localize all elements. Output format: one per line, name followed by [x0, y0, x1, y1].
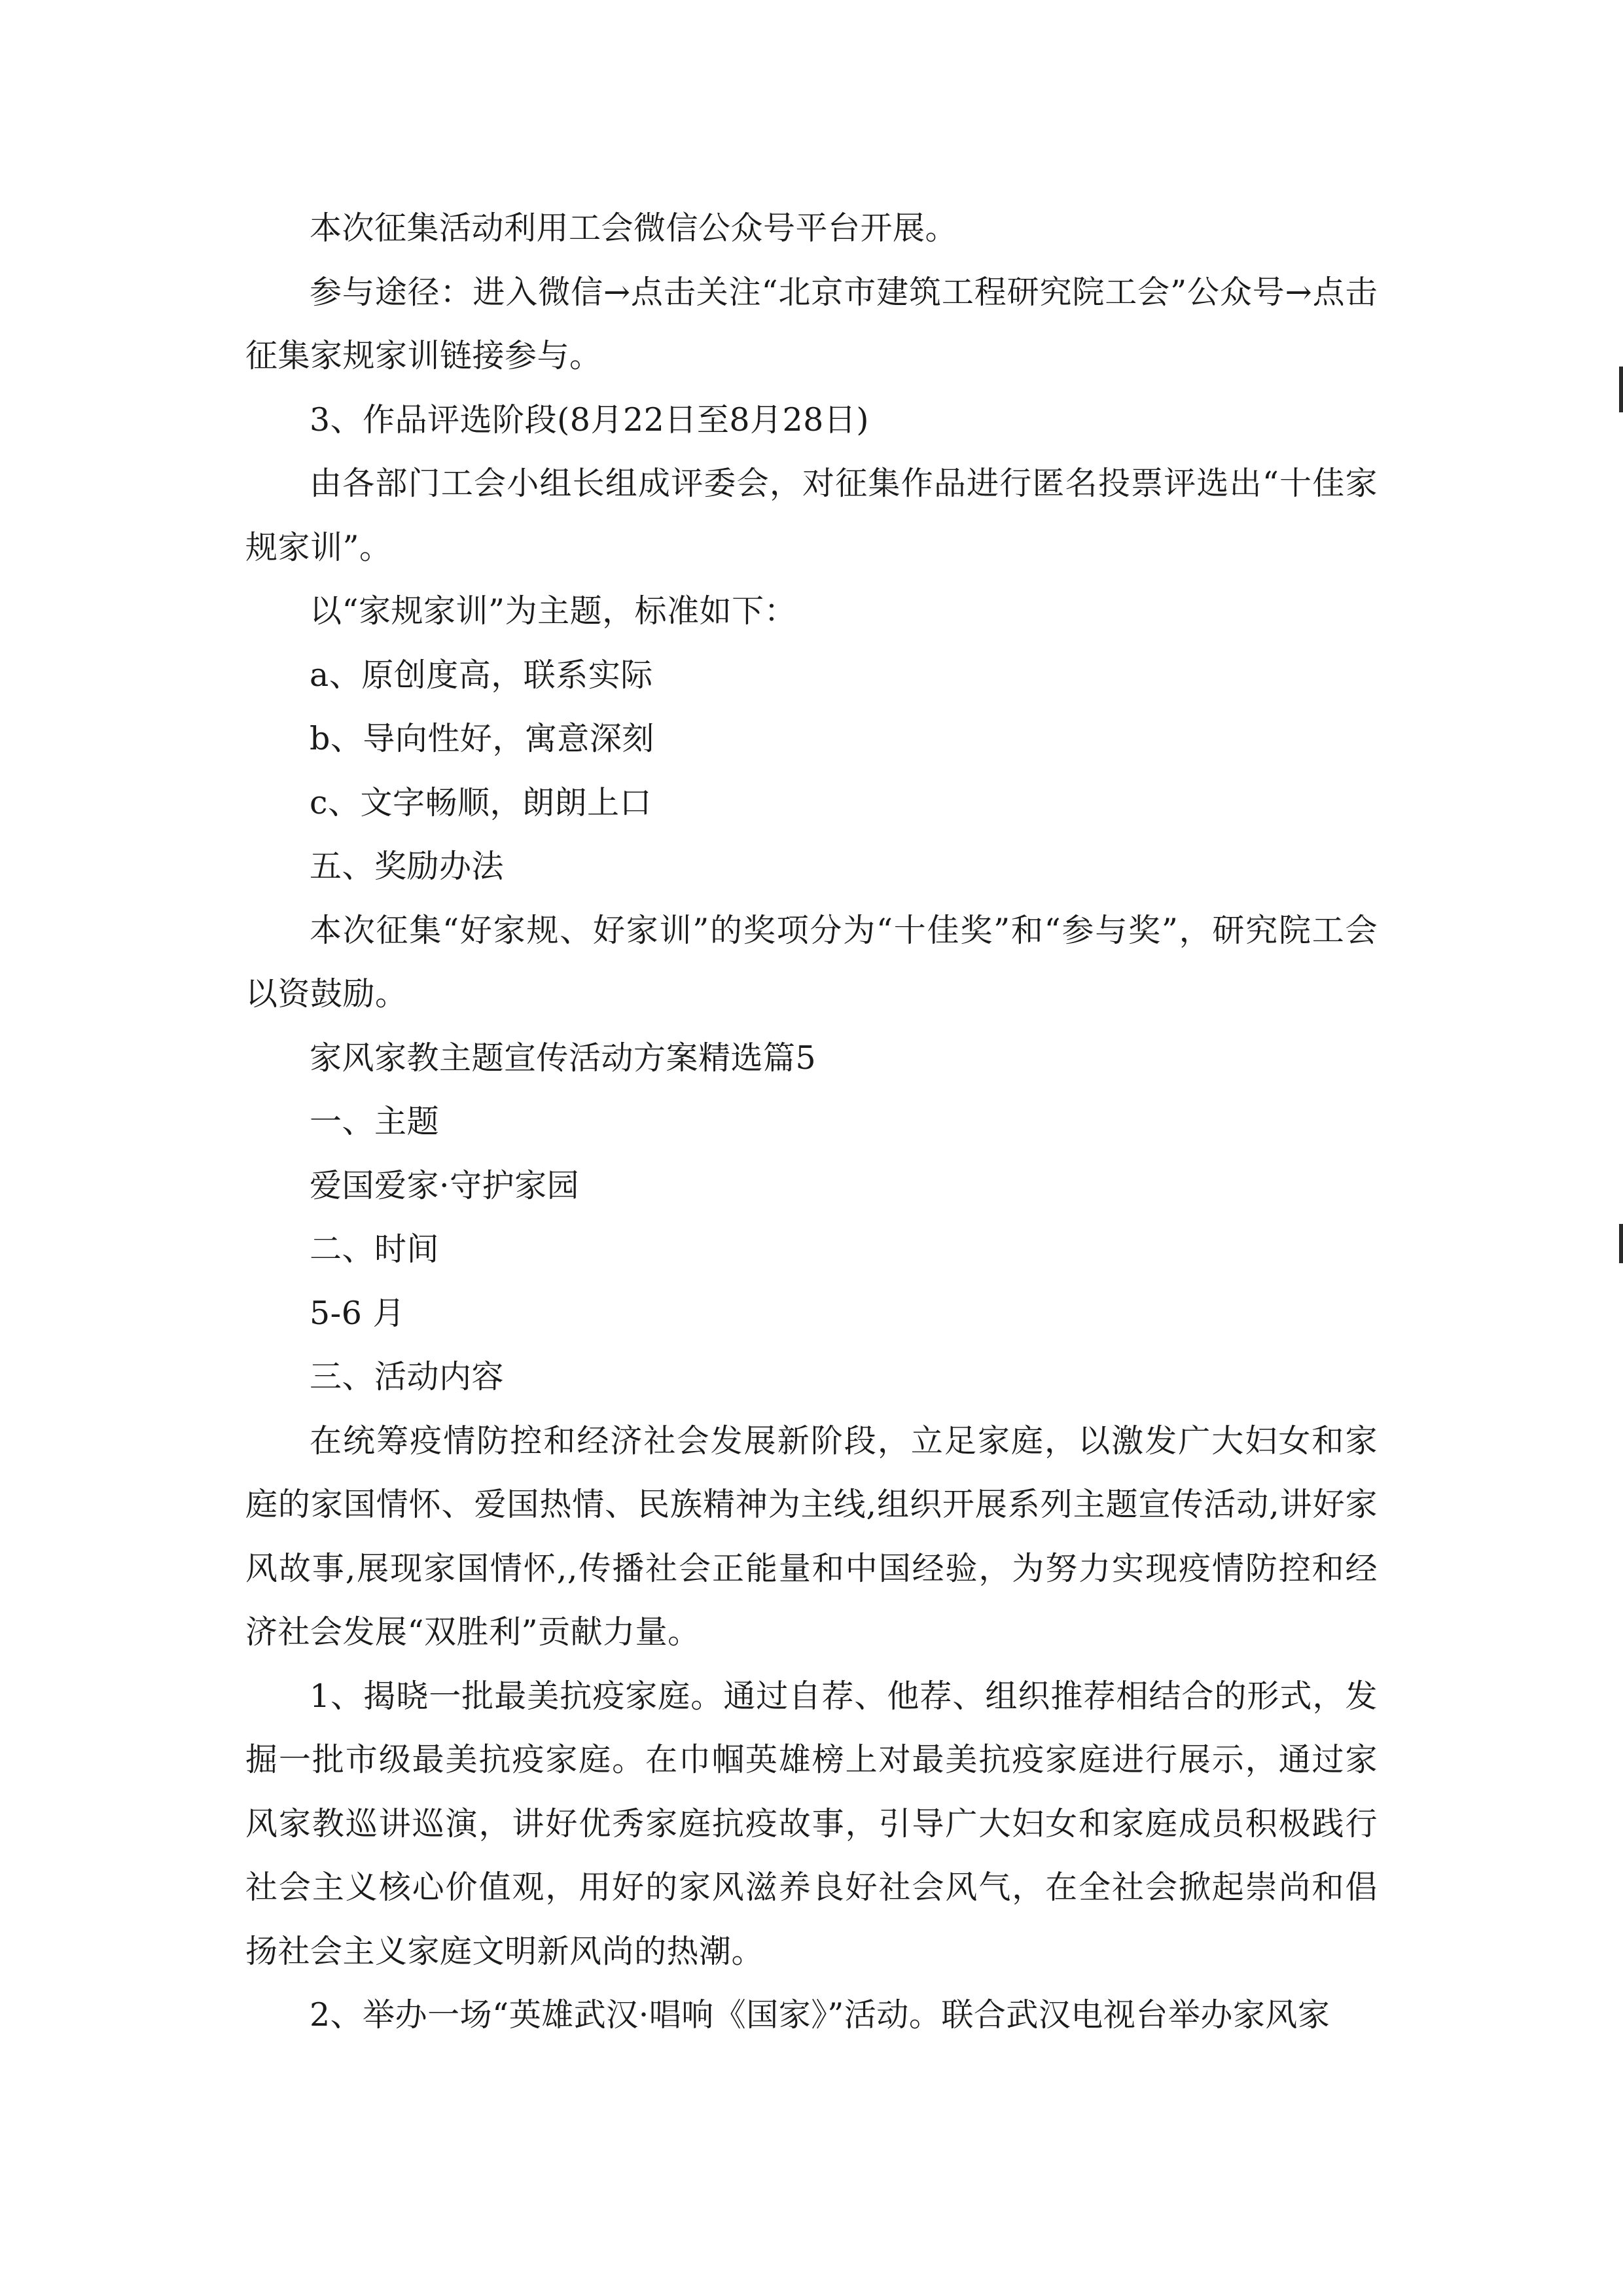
paragraph: 参与途径：进入微信→点击关注“北京市建筑工程研究院工会”公众号→点击征集家规家训链接参与。 — [245, 273, 1378, 374]
paragraph: 以“家规家训”为主题，标准如下： — [310, 592, 797, 630]
section-heading: 二、时间 — [310, 1230, 440, 1268]
document-body — [245, 196, 1378, 2047]
article-title: 家风家教主题宣传活动方案精选篇5 — [310, 1039, 817, 1077]
paragraph: 由各部门工会小组长组成评委会，对征集作品进行匿名投票评选出“十佳家规家训”。 — [245, 465, 1378, 566]
paragraph: 1、揭晓一批最美抗疫家庭。通过自荐、他荐、组织推荐相结合的形式，发掘一批市级最美抗疫家庭。在巾帼英雄榜上对最美抗疫家庭进行展示，通过家风家教巡讲巡演，讲好优秀家庭抗疫故事，引导广大妇女和家庭成员积极践行社会主义核心价值观，用好的家风滋养良好社会风气，在全社会掀起崇尚和倡扬社会主义家庭文明新风尚的热潮。 — [245, 1677, 1378, 1970]
paragraph: 本次征集活动利用工会微信公众号平台开展。 — [310, 209, 958, 247]
list-item: a、原创度高，联系实际 — [310, 656, 653, 694]
list-item: c、文字畅顺，朗朗上口 — [310, 783, 652, 821]
list-item: b、导向性好，寓意深刻 — [310, 720, 654, 757]
section-heading: 五、奖励办法 — [310, 848, 505, 885]
paragraph: 爱国爱家·守护家园 — [310, 1166, 580, 1204]
scan-edge-mark — [1619, 367, 1623, 412]
paragraph: 在统筹疫情防控和经济社会发展新阶段，立足家庭，以激发广大妇女和家庭的家国情怀、爱国热情、民族精神为主线,组织开展系列主题宣传活动,讲好家风故事,展现家国情怀,,传播社会正能量和中国经验，为努力实现疫情防控和经济社会发展“双胜利”贡献力量。 — [245, 1422, 1378, 1651]
paragraph: 本次征集“好家规、好家训”的奖项分为“十佳奖”和“参与奖”，研究院工会以资鼓励。 — [245, 911, 1378, 1013]
paragraph: 5-6 月 — [310, 1294, 405, 1332]
section-heading: 三、活动内容 — [310, 1358, 505, 1395]
paragraph: 2、举办一场“英雄武汉·唱响《国家》”活动。联合武汉电视台举办家风家 — [310, 1996, 1330, 2034]
section-heading: 一、主题 — [310, 1103, 440, 1140]
section-heading: 3、作品评选阶段(8月22日至8月28日) — [310, 401, 869, 439]
scan-edge-mark — [1619, 1224, 1623, 1263]
